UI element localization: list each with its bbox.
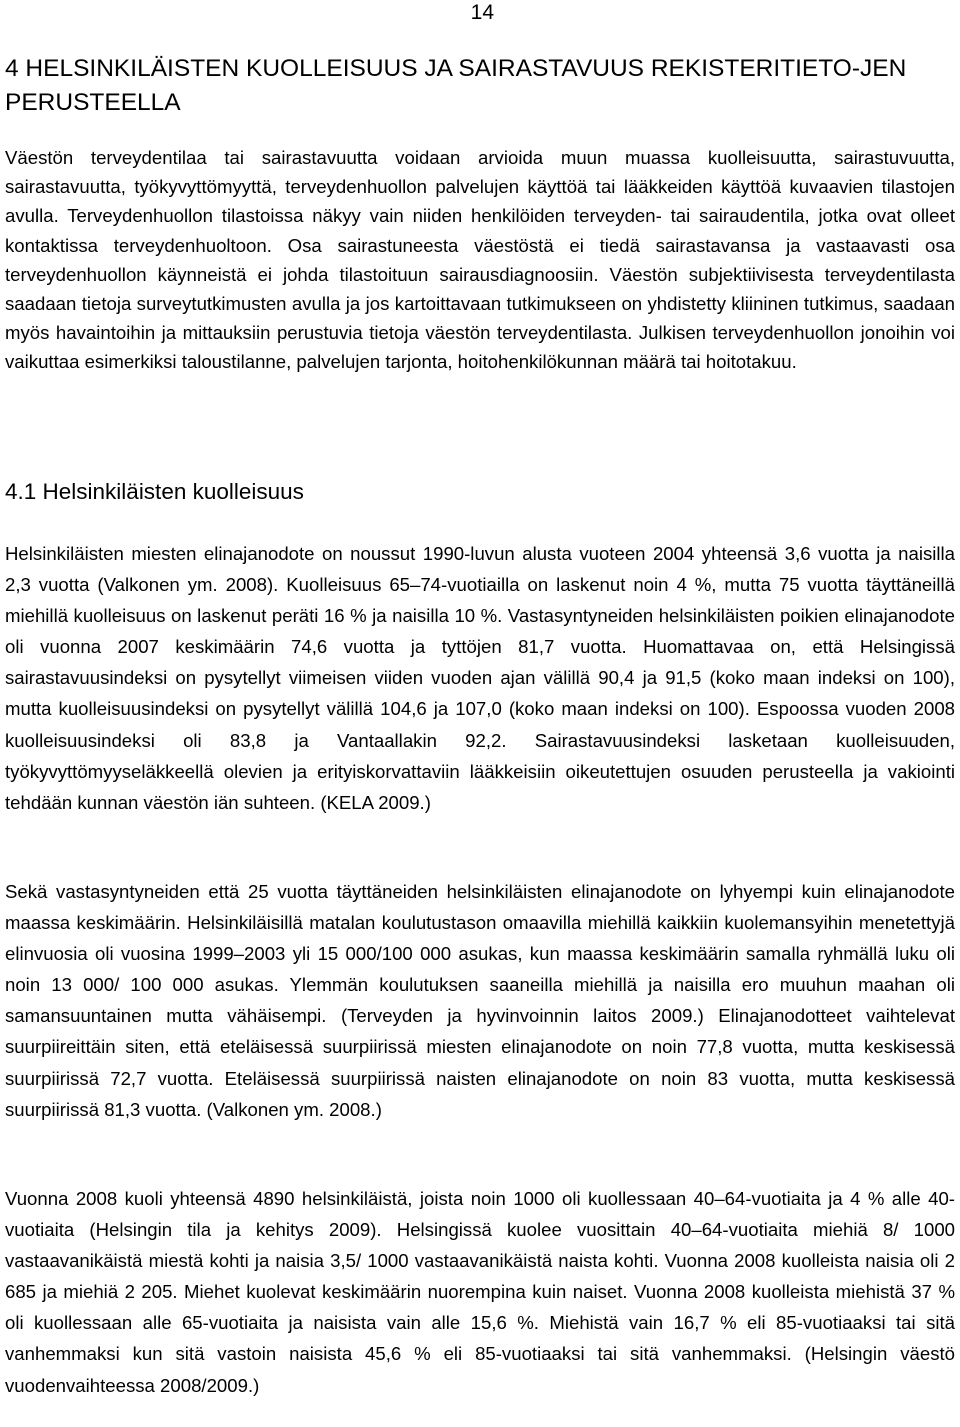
section-title: 4.1 Helsinkiläisten kuolleisuus [5, 479, 304, 504]
body-paragraph-2: Sekä vastasyntyneiden että 25 vuotta täyttäneiden helsinkiläisten elinajanodote on lyhyempi kuin elinajanodote maassa keskimäärin. Helsinkiläisillä matalan koulutustason omaavilla miehillä kaikkiin kuolemansyihin menetettyjä elinvuosia oli vuosina 1999–2003 yli 15 000/100 000 asukas, kun maassa keskimäärin samalla ryhmällä luku oli noin 13 000/ 100 000 asukas. Ylemmän koulutuksen saaneilla miehillä ja naisilla ero muuhun maahan oli samansuuntainen mutta vähäisempi. (Terveyden ja hyvinvoinnin laitos 2009.) Elinajanodotteet vaihtelevat suurpiireittäin siten, että eteläisessä suurpiirissä miesten elinajanodote on noin 77,8 vuotta, mutta keskisessä suurpiirissä 72,7 vuotta. Eteläisessä suurpiirissä naisten elinajanodote on noin 83 vuotta, mutta keskisessä suurpiirissä 81,3 vuotta. (Valkonen ym. 2008.) [5, 881, 955, 1120]
body-paragraph-1: Helsinkiläisten miesten elinajanodote on noussut 1990-luvun alusta vuoteen 2004 yhteensä 3,6 vuotta ja naisilla 2,3 vuotta (Valkonen ym. 2008). Kuolleisuus 65–74-vuotiailla on laskenut noin 4 %, mutta 75 vuotta täyttäneillä miehillä kuolleisuus on laskenut peräti 16 % ja naisilla 10 %. Vastasyntyneiden helsinkiläisten poikien elinajanodote oli vuonna 2007 keskimäärin 74,6 vuotta ja tyttöjen 81,7 vuotta. Huomattavaa on, että Helsingissä sairastavuusindeksi on pysytellyt viimeisen viiden vuoden ajan välillä 90,4 ja 91,5 (koko maan indeksi on 100), mutta kuolleisuusindeksi on pysytellyt välillä 104,6 ja 107,0 (koko maan indeksi on 100). Espoossa vuoden 2008 kuolleisuusindeksi oli 83,8 ja Vantaallakin 92,2. Sairastavuusindeksi lasketaan kuolleisuuden, työkyvyttömyyseläkkeellä olevien ja erityiskorvattaviin lääkkeisiin oikeutettujen osuuden perusteella ja vakiointi tehdään kunnan väestön iän suhteen. (KELA 2009.) [5, 543, 955, 813]
intro-paragraph: Väestön terveydentilaa tai sairastavuutta voidaan arvioida muun muassa kuolleisuutta, sairastuvuutta, sairastavuutta, työkyvyttömyyttä, terveydenhuollon palvelujen käyttöä tai lääkkeiden käyttöä kuvaavien tilastojen avulla. Terveydenhuollon tilastoissa näkyy vain niiden henkilöiden terveyden- tai sairaudentila, jotka ovat olleet kontaktissa terveydenhuoltoon. Osa sairastuneesta väestöstä ei tiedä sairastavansa ja vastaavasti osa terveydenhuollon käynneistä ei johda tilastoituun sairausdiagnoosiin. Väestön subjektiivisesta terveydentilasta saadaan tietoja surveytutkimusten avulla ja jos kartoittavaan tutkimukseen on yhdistetty kliininen tutkimus, saadaan myös havaintoihin ja mittauksiin perustuvia tietoja väestön terveydentilasta. Julkisen terveydenhuollon jonoihin voi vaikuttaa esimerkiksi taloustilanne, palvelujen tarjonta, hoitohenkilökunnan määrä tai hoitotakuu. [5, 147, 955, 373]
body-paragraph-3: Vuonna 2008 kuoli yhteensä 4890 helsinkiläistä, joista noin 1000 oli kuollessaan 40–64-vuotiaita ja 4 % alle 40-vuotiaita (Helsingin tila ja kehitys 2009). Helsingissä kuolee vuosittain 40–64-vuotiaita miehiä 8/ 1000 vastaavanikäistä miestä kohti ja naisia 3,5/ 1000 vastaavanikäistä naista kohti. Vuonna 2008 kuolleista naisia oli 2 685 ja miehiä 2 205. Miehet kuolevat keskimäärin nuorempina kuin naiset. Vuonna 2008 kuolleista miehistä 37 % oli kuollessaan alle 65-vuotiaita ja naisista vain alle 15,6 %. Miehistä vain 16,7 % eli 85-vuotiaaksi tai sitä vanhemmaksi kun sitä vastoin naisista 45,6 % eli 85-vuotiaaksi tai sitä vanhemmaksi. (Helsingin väestö vuodenvaihteessa 2008/2009.) [5, 1188, 955, 1396]
page-number: 14 [470, 1, 494, 24]
chapter-title: 4 HELSINKILÄISTEN KUOLLEISUUS JA SAIRASTAVUUS REKISTERITIETO-JEN PERUSTEELLA [5, 55, 907, 116]
